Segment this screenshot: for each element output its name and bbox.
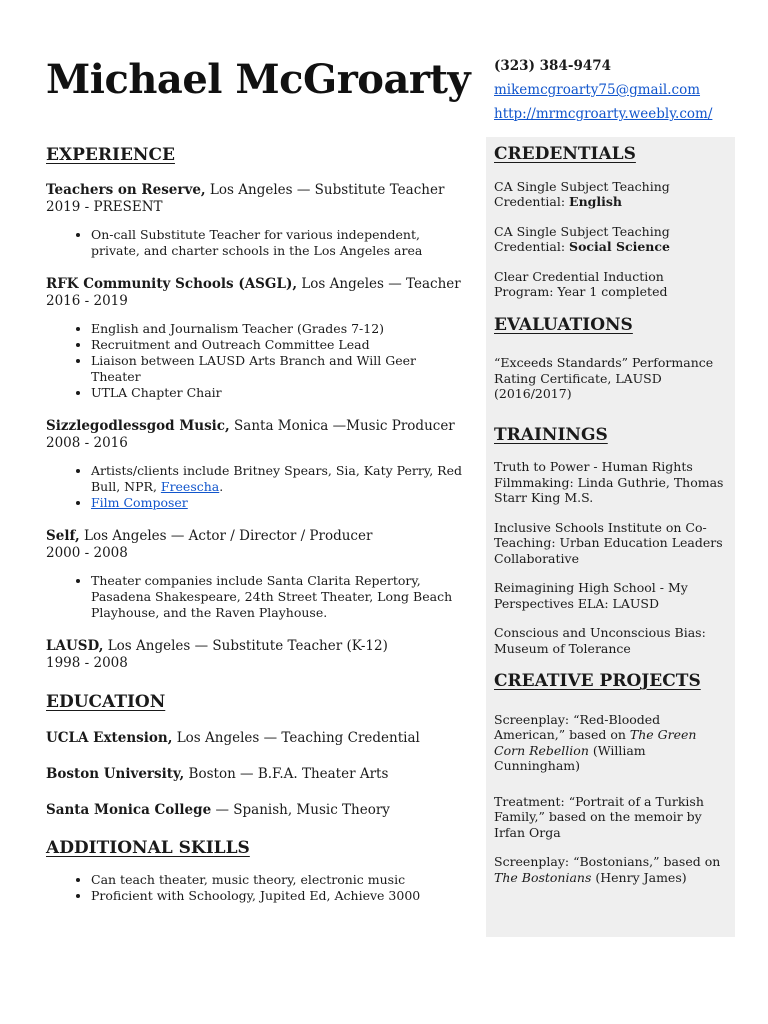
resume-name: Michael McGroarty [46, 56, 471, 103]
phone-number: (323) 384-9474 [494, 58, 612, 74]
job-dates: 1998 - 2008 [46, 655, 128, 671]
job-entry [46, 638, 466, 672]
project-source: The Bostonians [494, 869, 592, 885]
school-detail: Los Angeles — Teaching Credential [172, 730, 420, 746]
job-org: Teachers on Reserve, [46, 182, 206, 198]
job-role: Los Angeles — Substitute Teacher [205, 182, 445, 198]
skills-bullets [46, 872, 466, 904]
job-org: RFK Community Schools (ASGL), [46, 276, 298, 292]
experience-heading: EXPERIENCE [46, 145, 175, 165]
list-item: • Recruitment and Outreach Committee Lead [91, 337, 466, 353]
job-bullets [46, 463, 466, 511]
list-item [91, 495, 466, 511]
trainings-heading: TRAININGS [494, 424, 608, 445]
credentials-heading: CREDENTIALS [494, 144, 636, 164]
credential-text: CA Single Subject Teaching Credential: [494, 223, 670, 254]
list-item [91, 463, 466, 495]
right-sidebar [486, 137, 735, 937]
email-link[interactable]: mikemcgroarty75@gmail.com [494, 82, 701, 98]
credential-item [494, 269, 727, 300]
freescha-link[interactable]: Freescha [160, 479, 220, 494]
job-entry [46, 528, 466, 621]
training-item: Conscious and Unconscious Bias: Museum of Tolerance [494, 625, 706, 656]
credential-item [494, 224, 727, 255]
list-item: • English and Journalism Teacher (Grades 7-12) [91, 321, 466, 337]
project-text: Treatment: “Portrait of a Turkish Family,” based on the memoir by Irfan Orga [494, 793, 704, 840]
list-item: • Liaison between LAUSD Arts Branch and Will Geer Theater [91, 353, 466, 385]
job-role: Los Angeles — Teacher [297, 276, 461, 292]
education-entry [46, 764, 466, 784]
list-item: • On-call Substitute Teacher for various independent, private, and charter schools in the Los Angeles area [91, 227, 466, 259]
list-item: • Proficient with Schoology, Jupited Ed, Achieve 3000 [91, 888, 466, 904]
job-entry [46, 418, 466, 511]
school-name: UCLA Extension, [46, 730, 173, 746]
job-entry [46, 182, 466, 259]
job-dates: 2000 - 2008 [46, 545, 128, 561]
education-heading: EDUCATION [46, 692, 166, 712]
project-text: Screenplay: “Bostonians,” based on [494, 854, 721, 869]
training-item: Reimagining High School - My Perspectives ELA: LAUSD [494, 580, 688, 611]
credential-text: CA Single Subject Teaching Credential: [494, 178, 670, 209]
job-org: Self, [46, 528, 80, 544]
job-role: Santa Monica —Music Producer [229, 418, 455, 434]
credentials-section [494, 144, 727, 300]
job-bullets [46, 227, 466, 259]
job-dates: 2008 - 2016 [46, 435, 128, 451]
evaluations-section [494, 314, 727, 402]
contact-block [494, 54, 712, 126]
job-org: LAUSD, [46, 638, 104, 654]
job-role: Los Angeles — Actor / Director / Producer [79, 528, 373, 544]
school-name: Santa Monica College [46, 802, 212, 818]
job-entry [46, 276, 466, 401]
job-org: Sizzlegodlessgod Music, [46, 418, 230, 434]
credential-subject: English [569, 194, 623, 209]
job-dates: 2019 - PRESENT [46, 199, 163, 215]
project-item [494, 854, 727, 885]
trainings-section [494, 424, 727, 657]
school-detail: — Spanish, Music Theory [211, 802, 390, 818]
job-role: Los Angeles — Substitute Teacher (K-12) [103, 638, 388, 654]
list-item: • UTLA Chapter Chair [91, 385, 466, 401]
bullet-text: Artists/clients include Britney Spears, Sia, Katy Perry, Red Bull, NPR, [91, 463, 462, 494]
creative-section [494, 671, 727, 885]
list-item: • Can teach theater, music theory, electronic music [91, 872, 466, 888]
school-detail: Boston — B.F.A. Theater Arts [184, 766, 389, 782]
credential-text: Clear Credential Induction Program: Year 1 completed [494, 268, 668, 299]
training-item: Inclusive Schools Institute on Co-Teaching: Urban Education Leaders Collaborative [494, 519, 723, 566]
evaluations-heading: EVALUATIONS [494, 314, 633, 335]
job-bullets [46, 573, 466, 621]
list-item: • Theater companies include Santa Clarita Repertory, Pasadena Shakespeare, 24th Street Theater, Long Beach Playhouse, and the Raven Playhouse. [91, 573, 466, 621]
credential-subject: Social Science [569, 239, 670, 254]
bullet-text-end: . [219, 479, 224, 494]
project-author: (Henry James) [591, 869, 687, 885]
project-item [494, 794, 727, 841]
project-item [494, 712, 727, 774]
project-text: Screenplay: “Red-Blooded American,” based on [494, 711, 661, 742]
education-entry [46, 800, 466, 820]
school-name: Boston University, [46, 766, 185, 782]
skills-heading: ADDITIONAL SKILLS [46, 838, 250, 858]
evaluation-item: “Exceeds Standards” Performance Rating Certificate, LAUSD (2016/2017) [494, 355, 714, 401]
job-bullets [46, 321, 466, 401]
project-author: (William Cunningham) [494, 742, 646, 773]
training-item: Truth to Power - Human Rights Filmmaking: Linda Guthrie, Thomas Starr King M.S. [494, 459, 724, 505]
job-dates: 2016 - 2019 [46, 293, 128, 309]
education-entry [46, 728, 466, 748]
creative-heading: CREATIVE PROJECTS [494, 671, 701, 691]
credential-item [494, 179, 727, 210]
left-column [46, 145, 466, 904]
website-link[interactable]: http://mrmcgroarty.weebly.com/ [494, 106, 713, 122]
project-source: The Green Corn Rebellion [494, 727, 697, 758]
film-composer-link[interactable]: Film Composer [91, 495, 188, 510]
